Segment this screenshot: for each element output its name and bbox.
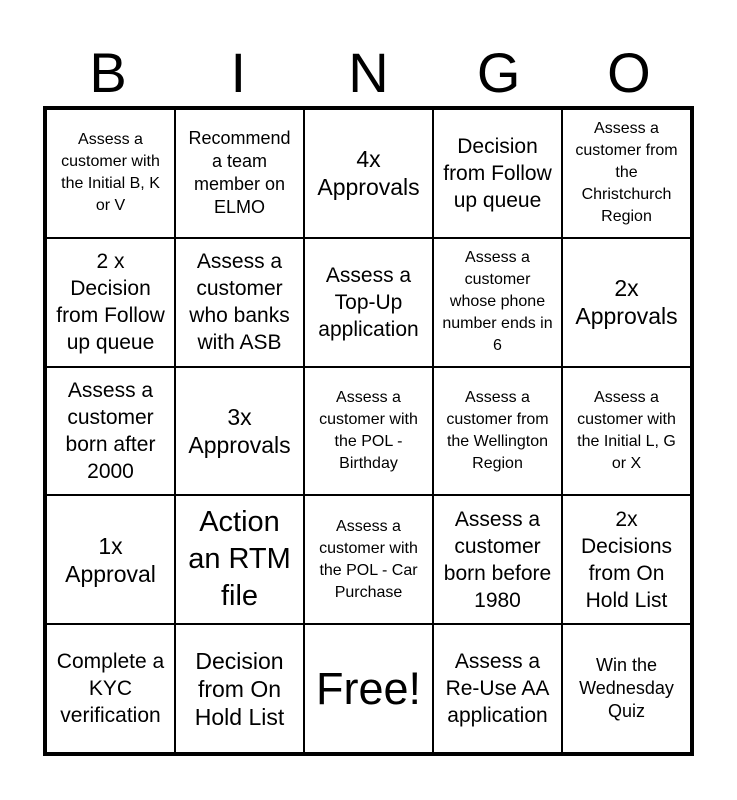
header-letter-o: O <box>607 41 651 104</box>
bingo-cell[interactable] <box>175 238 304 367</box>
header-letter-g: G <box>476 41 521 104</box>
bingo-cell[interactable] <box>562 238 691 367</box>
bingo-cell[interactable] <box>562 624 691 753</box>
cell-text: Decision from Follow up queue <box>443 134 552 212</box>
cell-text: Win the Wednesday Quiz <box>579 655 674 722</box>
bingo-cell[interactable] <box>433 495 562 624</box>
cell-text: 2x Approvals <box>575 275 678 330</box>
bingo-cell[interactable] <box>175 109 304 238</box>
bingo-header <box>43 40 694 106</box>
bingo-cell[interactable] <box>304 109 433 238</box>
bingo-cell[interactable] <box>304 495 433 624</box>
free-space-text: Free! <box>315 662 422 714</box>
bingo-cell[interactable] <box>433 238 562 367</box>
cell-text: Assess a Top-Up application <box>318 263 419 341</box>
cell-text: 2 x Decision from Follow up queue <box>56 250 165 355</box>
bingo-cell[interactable] <box>433 624 562 753</box>
bingo-board <box>43 106 694 756</box>
bingo-cell[interactable] <box>46 238 175 367</box>
bingo-cell[interactable] <box>562 109 691 238</box>
cell-text: Recommend a team member on ELMO <box>188 128 291 218</box>
cell-text: 3x Approvals <box>188 403 291 458</box>
bingo-cell[interactable] <box>175 624 304 753</box>
cell-text: Assess a customer whose phone number ends in 6 <box>442 249 553 355</box>
cell-text: Assess a customer with the Initial B, K or V <box>61 131 160 215</box>
cell-text: Assess a customer with the POL - Car Purchase <box>319 517 418 601</box>
cell-text: Assess a customer born before 1980 <box>443 507 552 612</box>
bingo-cell[interactable] <box>175 367 304 496</box>
cell-text: Decision from On Hold List <box>194 647 285 730</box>
cell-text: Assess a customer born after 2000 <box>65 378 156 483</box>
cell-text: Action an RTM file <box>188 506 291 613</box>
cell-text: 2x Decisions from On Hold List <box>580 507 673 612</box>
bingo-cell[interactable] <box>562 495 691 624</box>
cell-text: Assess a customer from the Wellington Region <box>446 388 549 472</box>
cell-text: Assess a customer from the Christchurch Region <box>575 120 678 226</box>
cell-text: Assess a customer who banks with ASB <box>189 250 290 355</box>
cell-text: 1x Approval <box>65 532 156 587</box>
header-letter-i: I <box>230 41 247 104</box>
cell-text: Assess a Re-Use AA application <box>445 650 550 728</box>
bingo-cell[interactable] <box>46 109 175 238</box>
bingo-cell[interactable] <box>46 495 175 624</box>
bingo-cell[interactable] <box>304 367 433 496</box>
bingo-cell[interactable] <box>175 495 304 624</box>
free-space-cell[interactable] <box>304 624 433 753</box>
bingo-cell[interactable] <box>433 109 562 238</box>
header-letter-n: N <box>348 41 389 104</box>
bingo-cell[interactable] <box>46 367 175 496</box>
bingo-cell[interactable] <box>304 238 433 367</box>
cell-text: 4x Approvals <box>317 146 420 201</box>
bingo-cell[interactable] <box>433 367 562 496</box>
cell-text: Assess a customer with the POL - Birthday <box>319 388 418 472</box>
header-letter-b: B <box>89 41 127 104</box>
bingo-cell[interactable] <box>562 367 691 496</box>
bingo-cell[interactable] <box>46 624 175 753</box>
cell-text: Complete a KYC verification <box>56 650 165 728</box>
cell-text: Assess a customer with the Initial L, G or X <box>577 388 676 472</box>
